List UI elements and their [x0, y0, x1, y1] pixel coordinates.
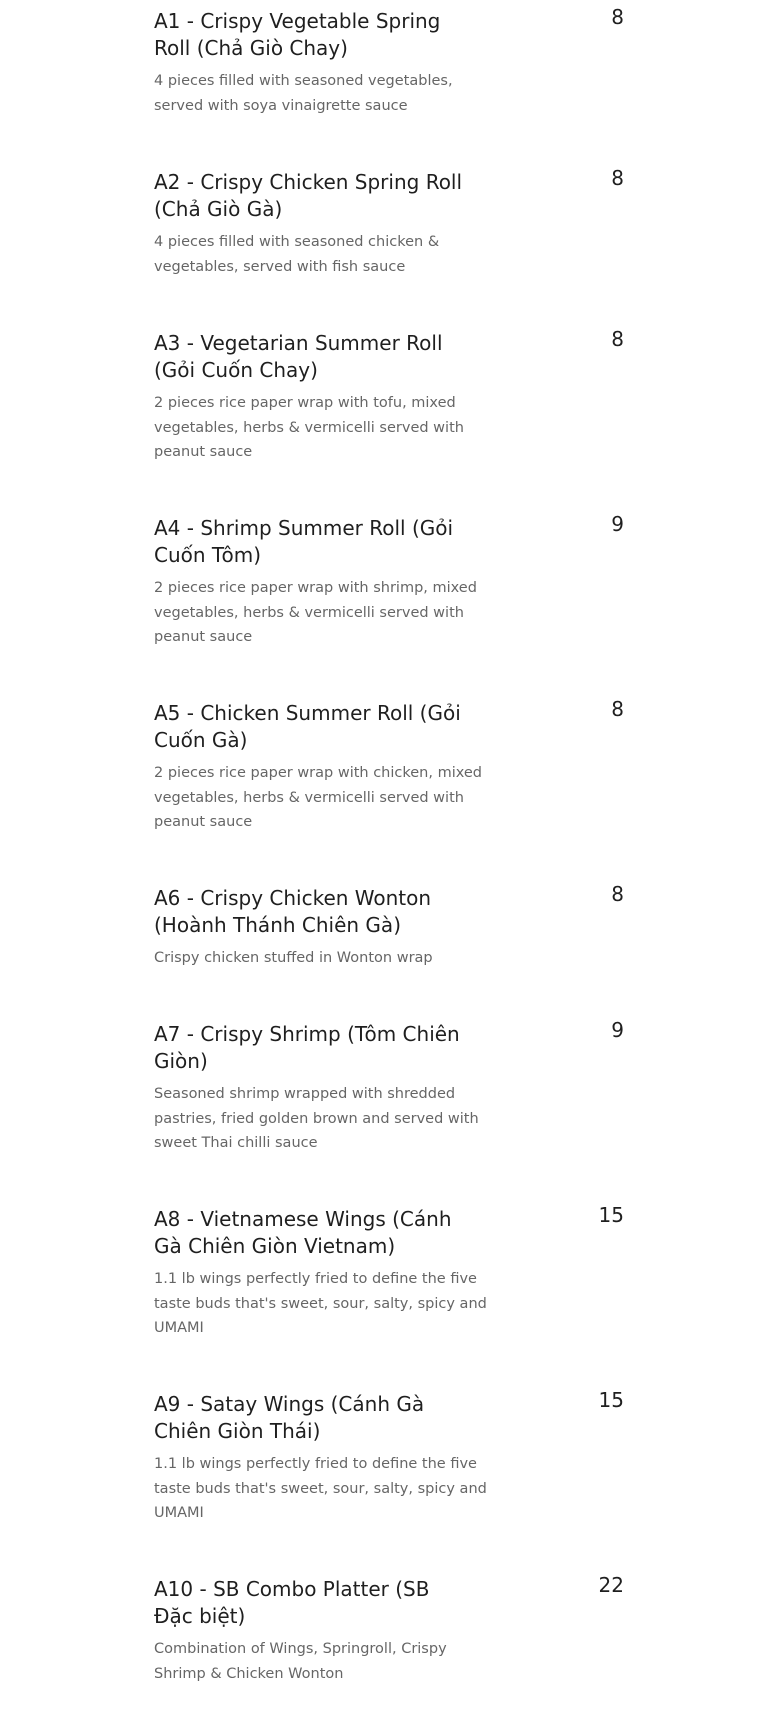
item-price: 8 — [611, 327, 624, 351]
menu-item-a2[interactable] — [154, 166, 624, 279]
item-description: 1.1 lb wings perfectly fried to define the five taste buds that's sweet, sour, salty, spicy and UMAMI — [154, 1456, 487, 1521]
item-name: A7 - Crispy Shrimp (Tôm Chiên Giòn) — [154, 1022, 460, 1073]
menu-item-a10[interactable] — [154, 1573, 624, 1686]
item-name: A2 - Crispy Chicken Spring Roll (Chả Giò Gà) — [154, 170, 463, 221]
item-price: 9 — [611, 1018, 624, 1042]
item-price: 15 — [598, 1388, 624, 1412]
item-price: 8 — [611, 166, 624, 190]
menu-item-a6[interactable] — [154, 882, 624, 971]
item-description: Crispy chicken stuffed in Wonton wrap — [154, 950, 433, 966]
menu-item-a9[interactable] — [154, 1388, 624, 1526]
menu-item-a7[interactable] — [154, 1018, 624, 1156]
item-price: 15 — [598, 1203, 624, 1227]
item-name: A5 - Chicken Summer Roll (Gỏi Cuốn Gà) — [154, 701, 461, 752]
item-price: 8 — [611, 697, 624, 721]
item-name: A6 - Crispy Chicken Wonton (Hoành Thánh Chiên Gà) — [154, 886, 432, 937]
item-name: A9 - Satay Wings (Cánh Gà Chiên Giòn Thái) — [154, 1392, 425, 1443]
menu-item-a8[interactable] — [154, 1203, 624, 1341]
item-name: A10 - SB Combo Platter (SB Đặc biệt) — [154, 1577, 430, 1628]
item-name: A1 - Crispy Vegetable Spring Roll (Chả Giò Chay) — [154, 9, 441, 60]
item-name: A8 - Vietnamese Wings (Cánh Gà Chiên Giòn Vietnam) — [154, 1207, 452, 1258]
item-description: 4 pieces filled with seasoned vegetables, served with soya vinaigrette sauce — [154, 73, 453, 114]
menu-item-a1[interactable] — [154, 5, 624, 118]
item-price: 9 — [611, 512, 624, 536]
menu-item-a5[interactable] — [154, 697, 624, 835]
menu-item-a4[interactable] — [154, 512, 624, 650]
item-description: 2 pieces rice paper wrap with shrimp, mixed vegetables, herbs & vermicelli served with peanut sauce — [154, 580, 477, 645]
item-description: Seasoned shrimp wrapped with shredded pastries, fried golden brown and served with sweet Thai chilli sauce — [154, 1086, 479, 1151]
item-description: Combination of Wings, Springroll, Crispy Shrimp & Chicken Wonton — [154, 1641, 447, 1682]
item-price: 22 — [598, 1573, 624, 1597]
item-description: 2 pieces rice paper wrap with chicken, mixed vegetables, herbs & vermicelli served with peanut sauce — [154, 765, 482, 830]
menu-item-a3[interactable] — [154, 327, 624, 465]
item-price: 8 — [611, 5, 624, 29]
item-name: A3 - Vegetarian Summer Roll (Gỏi Cuốn Chay) — [154, 331, 443, 382]
item-name: A4 - Shrimp Summer Roll (Gỏi Cuốn Tôm) — [154, 516, 454, 567]
item-description: 1.1 lb wings perfectly fried to define the five taste buds that's sweet, sour, salty, spicy and UMAMI — [154, 1271, 487, 1336]
item-description: 2 pieces rice paper wrap with tofu, mixed vegetables, herbs & vermicelli served with peanut sauce — [154, 395, 464, 460]
item-price: 8 — [611, 882, 624, 906]
item-description: 4 pieces filled with seasoned chicken & vegetables, served with fish sauce — [154, 234, 440, 275]
